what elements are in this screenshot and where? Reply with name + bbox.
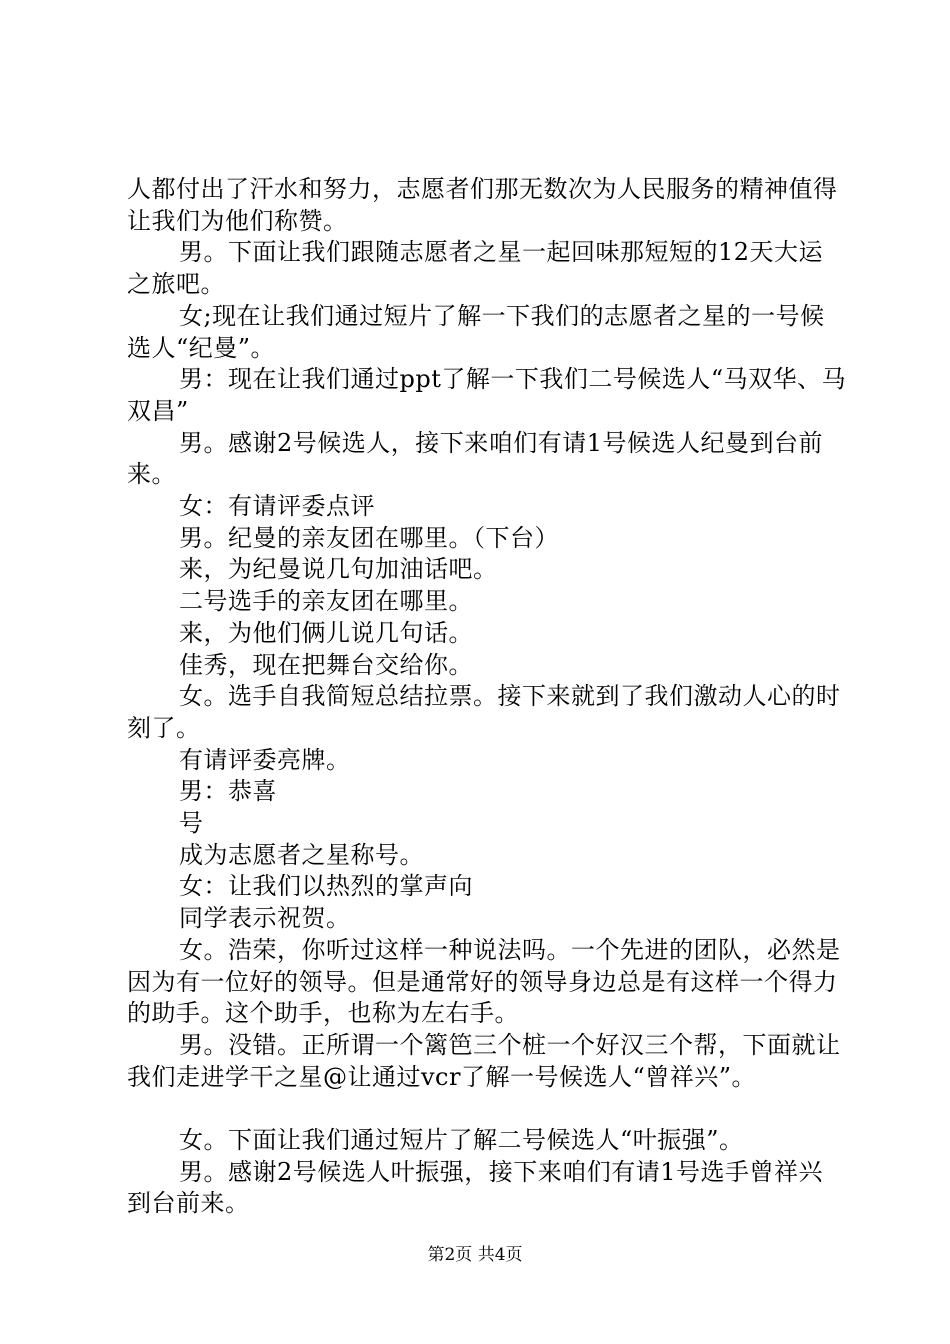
paragraph: 来，为纪曼说几句加油话吧。 — [179, 555, 498, 584]
paragraph: 女：让我们以热烈的掌声向 — [179, 872, 473, 901]
paragraph: 佳秀，现在把舞台交给你。 — [179, 650, 473, 679]
paragraph: 同学表示祝贺。 — [179, 904, 351, 933]
paragraph: 有请评委亮牌。 — [179, 745, 351, 774]
paragraph: 男：现在让我们通过ppt了解一下我们二号候选人“马双华、马双昌” — [127, 365, 847, 425]
paragraph: 女。浩荣，你听过这样一种说法吗。一个先进的团队，必然是因为有一位好的领导。但是通常好的领导身边总是有这样一个得力的助手。这个助手，也称为左右手。 — [127, 935, 841, 1028]
paragraph: 成为志愿者之星称号。 — [179, 840, 424, 869]
paragraph: 二号选手的亲友团在哪里。 — [179, 587, 473, 616]
paragraph: 男。下面让我们跟随志愿者之星一起回味那短短的12天大运之旅吧。 — [127, 238, 824, 299]
page-footer: 第2页 共4页 — [427, 1245, 523, 1265]
paragraph: 女。下面让我们通过短片了解二号候选人“叶振强”。 — [179, 1126, 744, 1155]
document-body — [127, 174, 847, 1220]
blank-line — [127, 1093, 847, 1125]
paragraph: 男。没错。正所谓一个篱笆三个桩一个好汉三个帮，下面就让我们走进学干之星@让通过vcr了解一号候选人“曾祥兴”。 — [127, 1030, 841, 1091]
paragraph: 男。纪曼的亲友团在哪里。（下台） — [179, 523, 559, 552]
paragraph: 号 — [179, 809, 204, 838]
paragraph: 女。选手自我简短总结拉票。接下来就到了我们激动人心的时刻了。 — [127, 682, 841, 742]
paragraph: 人都付出了汗水和努力，志愿者们那无数次为人民服务的精神值得让我们为他们称赞。 — [127, 175, 838, 235]
paragraph: 男。感谢2号候选人叶振强，接下来咱们有请1号选手曾祥兴到台前来。 — [127, 1157, 824, 1218]
paragraph: 来，为他们俩儿说几句话。 — [179, 618, 473, 647]
paragraph: 女：有请评委点评 — [179, 492, 375, 521]
paragraph: 男：恭喜 — [179, 777, 277, 806]
paragraph: 女;现在让我们通过短片了解一下我们的志愿者之星的一号候选人“纪曼”。 — [127, 301, 825, 362]
paragraph: 男。感谢2号候选人，接下来咱们有请1号候选人纪曼到台前来。 — [127, 428, 824, 489]
